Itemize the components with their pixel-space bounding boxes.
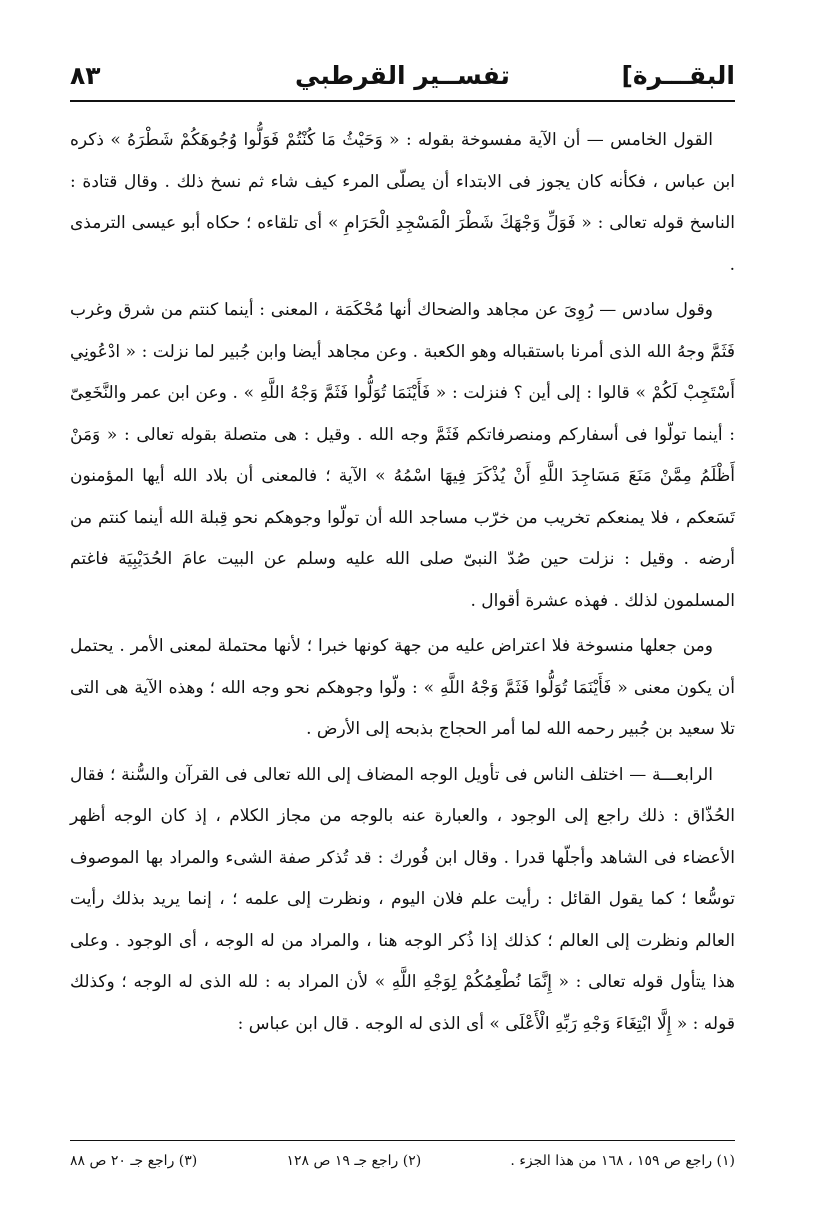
- footnote-1: (١) راجع ص ١٥٩ ، ١٦٨ من هذا الجزء .: [510, 1153, 735, 1169]
- paragraph-fourth-issue: الرابعـــة — اختلف الناس فى تأويل الوجه المضاف إلى الله تعالى فى القرآن والسُّنة ؛ فقال الحُذّاق : ذلك راجع إلى الوجود ، والعبارة عنه بالوجه من مجاز الكلام ، إذ كان الوجه أظهر الأعضاء فى الشاهد وأجلّها قدرا . وقال ابن فُورك : قد تُذكر صفة الشىء والمراد بها الموصوف توسُّعا ؛ كما يقول القائل : رأيت علم فلان اليوم ، ونظرت إلى علمه ؛ ، إنما يريد بذلك رأيت العالم ونظرت إلى العالم ؛ كذلك إذا ذُكر الوجه هنا ، والمراد من له الوجه ، أى الوجود . وعلى هذا يتأول قوله تعالى : « إِنَّمَا نُطْعِمُكُمْ لِوَجْهِ اللَّهِ » لأن المراد به : لله الذى له الوجه ؛ وكذلك قوله : « إِلَّا ابْتِغَاءَ وَجْهِ رَبِّهِ الْأَعْلَى » أى الذى له الوجه . قال ابن عباس :: [70, 764, 736, 1034]
- footnote-divider: [70, 1140, 735, 1141]
- page-header: [70, 50, 735, 102]
- paragraph-abrogation: ومن جعلها منسوخة فلا اعتراض عليه من جهة كونها خبرا ؛ لأنها محتملة لمعنى الأمر . يحتمل أن يكون معنى « فَأَيْنَمَا تُوَلُّوا فَثَمَّ وَجْهُ اللَّهِ » : ولّوا وجوهكم نحو وجه الله ؛ وهذه الآية هى التى تلا سعيد بن جُبير رحمه الله لما أمر الحجاج بذبحه إلى الأرض .: [70, 636, 735, 739]
- paragraph-fifth-opinion: القول الخامس — أن الآية مفسوخة بقوله : « وَحَيْثُ مَا كُنْتُمْ فَوَلُّوا وُجُوهَكُمْ شَطْرَهُ » ذكره ابن عباس ، فكأنه كان يجوز فى الابتداء أن يصلّى المرء كيف شاء ثم نسخ ذلك . وقال قتادة : الناسخ قوله تعالى : « فَوَلِّ وَجْهَكَ شَطْرَ الْمَسْجِدِ الْحَرَامِ » أى تلقاءه ؛ حكاه أبو عيسى الترمذى .: [70, 130, 735, 275]
- footnotes: [70, 1148, 735, 1174]
- surah-name: البقـــرة]: [621, 60, 735, 90]
- book-title: تفســير القرطبي: [295, 60, 510, 90]
- footnote-3: (٣) راجع جـ ٢٠ ص ٨٨: [70, 1153, 198, 1169]
- paragraph-sixth-opinion: وقول سادس — رُوِىَ عن مجاهد والضحاك أنها مُحْكَمَة ، المعنى : أينما كنتم من شرق وغرب فَثَمَّ وجهُ الله الذى أمرنا باستقباله وهو الكعبة . وعن مجاهد أيضا وابن جُبير لما نزلت : « ادْعُونِي أَسْتَجِبْ لَكُمْ » قالوا : إلى أين ؟ فنزلت : « فَأَيْنَمَا تُوَلُّوا فَثَمَّ وَجْهُ اللَّهِ » . وعن ابن عمر والنَّخَعِىّ : أينما تولّوا فى أسفاركم ومنصرفاتكم فَثَمَّ وجه الله . وقيل : هى متصلة بقوله تعالى : « وَمَنْ أَظْلَمُ مِمَّنْ مَنَعَ مَسَاجِدَ اللَّهِ أَنْ يُذْكَرَ فِيهَا اسْمُهُ » الآية ؛ فالمعنى أن بلاد الله أيها المؤمنون تَسَعكم ، فلا يمنعكم تخريب من خرّب مساجد الله أن تولّوا وجوهكم نحو قِبلة الله أينما كنتم من أرضه . وقيل : نزلت حين صُدّ النبىّ صلى الله عليه وسلم عن البيت عامَ الحُدَيْبِيَة فاغتم المسلمون لذلك . فهذه عشرة أقوال .: [70, 300, 735, 611]
- book-page: [70, 50, 735, 1200]
- page-number: ٨٣: [70, 60, 101, 90]
- footnote-2: (٢) راجع جـ ١٩ ص ١٢٨: [286, 1153, 422, 1169]
- page-body: [70, 120, 735, 1045]
